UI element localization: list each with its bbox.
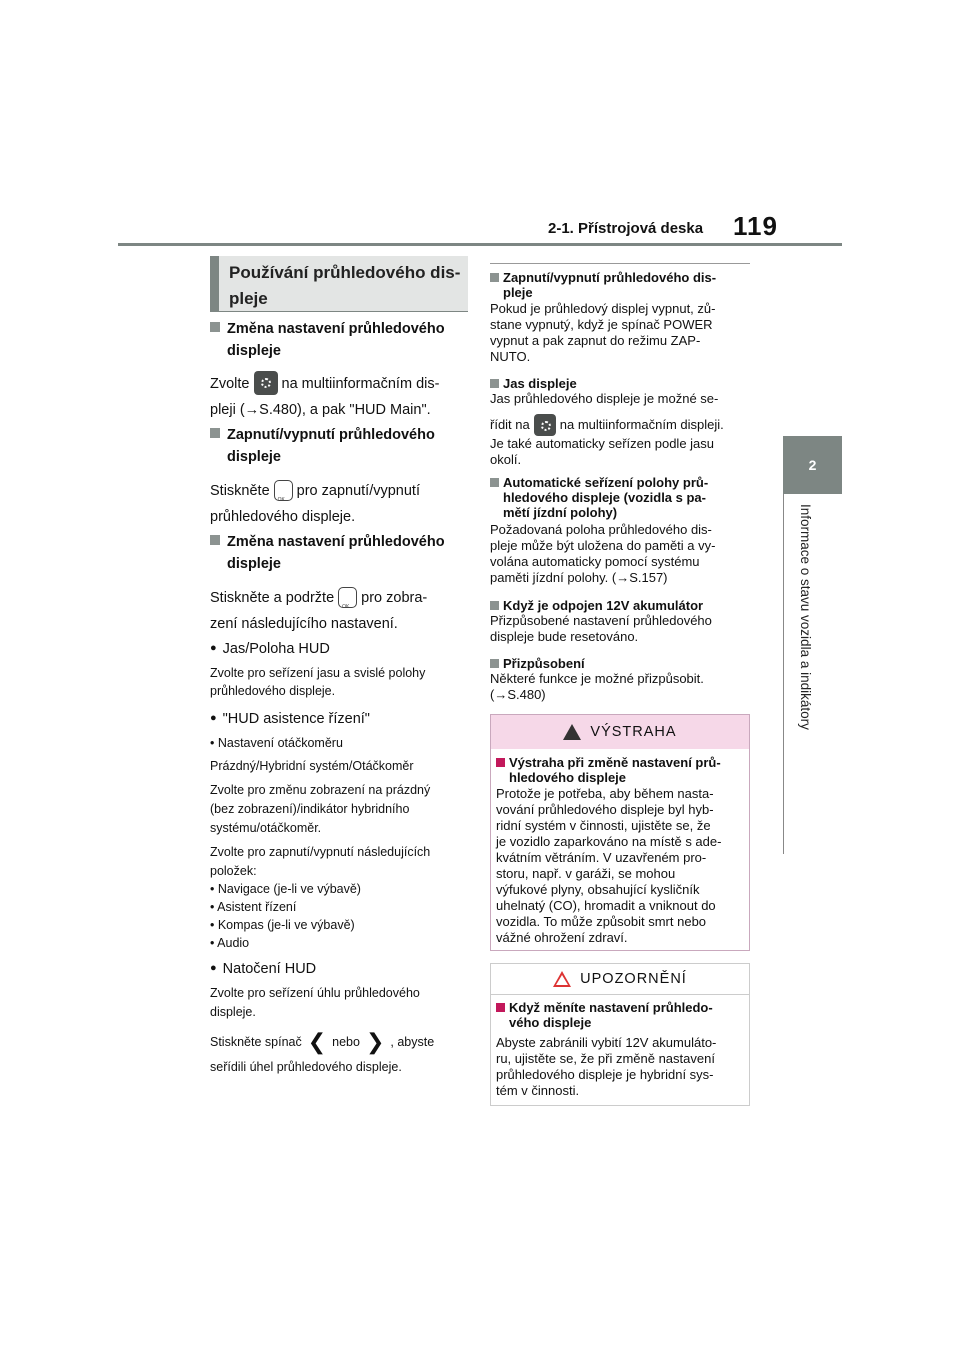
- text-line: Pokud je průhledový displej vypnut, zů-: [490, 301, 716, 316]
- warning-header: [491, 715, 749, 749]
- bullet-item: ● Jas/Poloha HUD: [210, 637, 330, 660]
- notice-subheading: Když měníte nastavení průhledo- vého displeje: [496, 1000, 746, 1030]
- warning-triangle-icon: [563, 724, 581, 740]
- text-line: řídit na na multiinformačním displeji.: [490, 414, 724, 436]
- small-text: Zvolte pro seřízení jasu a svislé polohy: [210, 666, 426, 680]
- text-line: Jas průhledového displeje je možné se-: [490, 391, 719, 406]
- subheading-brightness: Jas displeje: [490, 376, 748, 391]
- text-line: NUTO.: [490, 349, 531, 364]
- ok-button-icon: [274, 480, 293, 501]
- small-text: Prázdný/Hybridní systém/Otáčkoměr: [210, 759, 414, 773]
- paragraph-line: pleji (→S.480), a pak "HUD Main".: [210, 402, 431, 418]
- section-heading-line2: pleje: [229, 289, 268, 308]
- text-line: Některé funkce je možné přizpůsobit.: [490, 671, 704, 686]
- warning-title: VÝSTRAHA: [590, 724, 677, 740]
- paragraph-line: Zvolte na multiinformačním dis-: [210, 371, 439, 397]
- notice-text-line: tém v činnosti.: [496, 1083, 580, 1098]
- section-title: 2-1. Přístrojová deska: [548, 220, 704, 237]
- text-line: vypnut a pak zapnut do režimu ZAP-: [490, 333, 701, 348]
- warning-text-line: ridní systém v činnosti, ujistěte se, že: [496, 818, 711, 833]
- text-line: Požadovaná poloha průhledového dis-: [490, 522, 712, 537]
- square-bullet-icon: [210, 322, 220, 332]
- notice-box: [490, 963, 750, 1106]
- list-item: • Asistent řízení: [210, 900, 297, 914]
- text-line: okolí.: [490, 452, 522, 467]
- subheading-battery: Když je odpojen 12V akumulátor: [490, 598, 748, 613]
- bullet-item: ● Natočení HUD: [210, 957, 316, 980]
- subheading-toggle: Zapnutí/vypnutí průhledového dis- pleje: [490, 270, 748, 300]
- subheading-change-settings-1: Změna nastavení průhledového displeje: [210, 318, 445, 362]
- chapter-number: 2: [808, 457, 817, 473]
- text-line: pleje může být uložena do paměti a vy-: [490, 538, 716, 553]
- warning-text-line: Protože je potřeba, aby během nasta-: [496, 786, 714, 801]
- small-text: (bez zobrazení)/indikátor hybridního: [210, 802, 410, 816]
- caution-triangle-icon: [553, 971, 571, 987]
- square-bullet-icon: [496, 758, 505, 767]
- bullet-item: ● "HUD asistence řízení": [210, 707, 370, 730]
- square-bullet-icon: [490, 273, 499, 282]
- small-text: Zvolte pro zapnutí/vypnutí následujících: [210, 845, 431, 859]
- small-text: položek:: [210, 864, 257, 878]
- chapter-title: Informace o stavu vozidla a indikátory: [798, 504, 813, 730]
- small-text: Zvolte pro změnu zobrazení na prázdný: [210, 783, 431, 797]
- paragraph-line: Stiskněte a podržteOK pro zobra-: [210, 585, 427, 611]
- square-bullet-icon: [210, 428, 220, 438]
- warning-text-line: kvátním větráním. V uzavřeném pro-: [496, 850, 707, 865]
- chevron-right-icon: ❯: [365, 1029, 385, 1054]
- warning-text-line: storu, např. v garáži, se mohou: [496, 866, 676, 881]
- warning-text-line: vážné ohrožení zdraví.: [496, 930, 628, 945]
- square-bullet-icon: [490, 601, 499, 610]
- small-text: systému/otáčkoměr.: [210, 821, 322, 835]
- chevron-left-icon: ❮: [307, 1029, 327, 1054]
- text-line: displeje bude resetováno.: [490, 629, 639, 644]
- header-divider: [118, 243, 842, 246]
- section-heading-box: [210, 256, 468, 312]
- paragraph-line: StiskněteOK pro zapnutí/vypnutí: [210, 478, 420, 504]
- notice-title: UPOZORNĚNÍ: [580, 971, 687, 987]
- warning-subheading: Výstraha při změně nastavení prů- hledového displeje: [496, 755, 746, 785]
- list-item: • Audio: [210, 936, 250, 950]
- small-text: displeje.: [210, 1005, 256, 1019]
- list-item: • Navigace (je-li ve výbavě): [210, 882, 361, 896]
- square-bullet-icon: [496, 1003, 505, 1012]
- section-heading-line1: Používání průhledového dis-: [229, 263, 461, 282]
- warning-text-line: vozidla. To může způsobit smrt nebo: [496, 914, 707, 929]
- text-line: Je také automaticky seřízen podle jasu: [490, 436, 715, 451]
- page-number: 119: [733, 211, 778, 241]
- square-bullet-icon: [490, 659, 499, 668]
- small-text: • Nastavení otáčkoměru: [210, 736, 343, 750]
- notice-text-line: průhledového displeje je hybridní sys-: [496, 1067, 714, 1082]
- ok-button-icon: [338, 587, 357, 608]
- chapter-title-vertical: [793, 504, 815, 766]
- paragraph-line: zení následujícího nastavení.: [210, 616, 398, 632]
- subheading-auto-position: Automatické seřízení polohy prů- hledového displeje (vozidla s pa- mětí jízdní polohy): [490, 475, 748, 520]
- list-item: • Kompas (je-li ve výbavě): [210, 918, 355, 932]
- text-line: stane vypnutý, když je spínač POWER: [490, 317, 713, 332]
- text-line: Přizpůsobené nastavení průhledového: [490, 613, 712, 628]
- warning-box: [490, 714, 750, 951]
- small-text: seřídili úhel průhledového displeje.: [210, 1060, 402, 1074]
- text-line: volána automaticky pomocí systému: [490, 554, 700, 569]
- chapter-tab: [783, 436, 842, 494]
- small-text: Zvolte pro seřízení úhlu průhledového: [210, 986, 420, 1000]
- notice-text-line: ru, ujistěte se, že při změně nastavení: [496, 1051, 715, 1066]
- notice-text-line: Abyste zabránili vybití 12V akumuláto-: [496, 1035, 717, 1050]
- column-divider: [490, 263, 750, 264]
- warning-text-line: je vozidlo zaparkováno na místě s ade-: [496, 834, 722, 849]
- text-line: (→S.480): [490, 687, 546, 702]
- warning-text-line: výfukové plyny, obsahující kysličník: [496, 882, 700, 897]
- warning-text-line: uhelnatý (CO), hromadit a vniknout do: [496, 898, 716, 913]
- square-bullet-icon: [490, 379, 499, 388]
- warning-text-line: vování průhledového displeje byl hyb-: [496, 802, 714, 817]
- subheading-change-settings-2: Změna nastavení průhledového displeje: [210, 531, 445, 575]
- subheading-toggle-display: Zapnutí/vypnutí průhledového displeje: [210, 424, 435, 468]
- square-bullet-icon: [490, 478, 499, 487]
- subheading-customization: Přizpůsobení: [490, 656, 748, 671]
- paragraph-line: průhledového displeje.: [210, 509, 356, 525]
- settings-gear-icon: [254, 371, 278, 395]
- small-text: Stiskněte spínač ❮ nebo ❯ , abyste: [210, 1029, 435, 1054]
- chapter-tab-line: [783, 494, 784, 854]
- square-bullet-icon: [210, 535, 220, 545]
- settings-gear-icon: [534, 414, 556, 436]
- text-line: paměti jízdní polohy. (→S.157): [490, 570, 668, 585]
- small-text: průhledového displeje.: [210, 684, 336, 698]
- notice-header: [491, 964, 749, 995]
